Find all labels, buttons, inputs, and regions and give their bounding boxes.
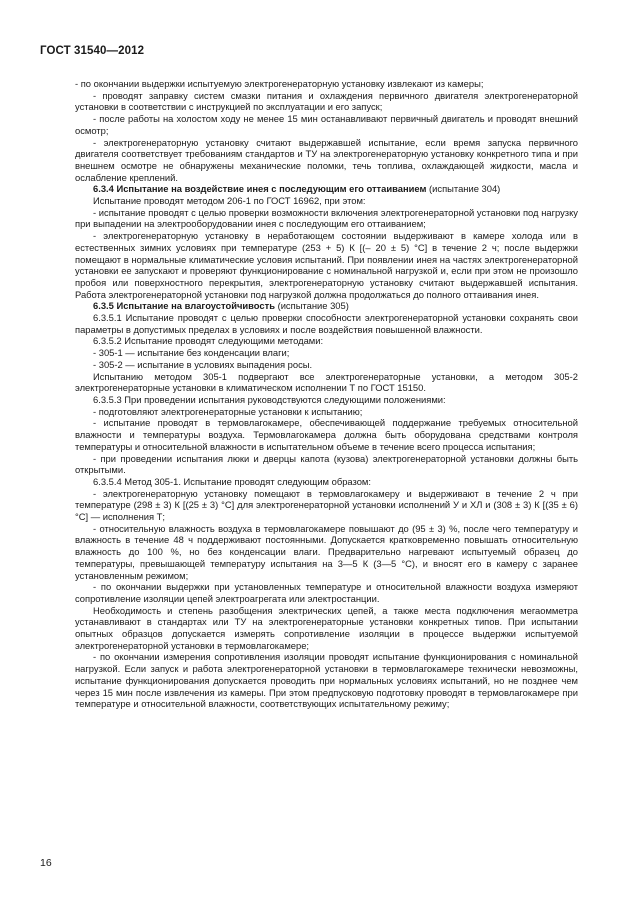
paragraph: 6.3.5.2 Испытание проводят следующими методами: — [93, 335, 324, 347]
section-heading-6-3-5 — [75, 300, 578, 312]
paragraph: - относительную влажность воздуха в термовлагокамере повышают до (95 ± 3) %, после чего температуру и влажность в течение 48 ч поддерживают постоянными. Допускается кратковременно повышать относительную влажность до 100 %, но без конденсации влаги. Предварительно нагревают испытуемый образец до температуры, превышающей температуру испытания на 3—5 К (3—5 °С), и вносят его в камеру с заранее установленным режимом; — [75, 522, 578, 581]
paragraph: 6.3.5.4 Метод 305-1. Испытание проводят следующим образом: — [93, 475, 371, 487]
paragraph: - по окончании выдержки при установленных температуре и относительной влажности воздуха измеряют сопротивление изоляции цепей электроагрегата или электростанции. — [75, 581, 578, 604]
paragraph: - 305-2 — испытание в условиях выпадения росы. — [93, 358, 313, 370]
paragraph: Испытание проводят методом 206-1 по ГОСТ 16962, при этом: — [93, 195, 366, 207]
paragraph: - 305-1 — испытание без конденсации влаги; — [93, 347, 290, 359]
section-heading-6-3-4 — [75, 183, 578, 195]
paragraph: - испытание проводят в термовлагокамере, обеспечивающей поддержание требуемых относительной влажности и температуры воздуха. Термовлагокамера должна быть оборудована средствами контроля температуры и относительной влажности в испытательном объеме в течение всего процесса испытания; — [75, 417, 578, 452]
section-suffix: (испытание 304) — [426, 183, 501, 195]
paragraph: - электрогенераторную установку считают выдержавшей испытание, если время запуска первичного двигателя соответствует требованиям стандартов и ТУ на электрогенераторную установку конкретного типа и при внешнем осмотре не обнаружены механические поломки, течь топлива, охлаждающей жидкости, масла и ослабление креплений. — [75, 136, 578, 183]
paragraph: - испытание проводят с целью проверки возможности включения электрогенераторной установки под нагрузку при выпадении на электрооборудовании инея с последующим его оттаиванием; — [75, 206, 578, 230]
paragraph: - по окончании измерения сопротивления изоляции проводят испытание функционирования с номинальной нагрузкой. Если запуск и работа электрогенераторной установки в термовлагокамере технически невозможны, испытание функционирования допускается проводить при нормальных условиях испытаний, но не позднее чем через 15 мин после извлечения из камеры. При этом предпусковую подготовку проводят в термовлагокамере при температуре и относительной влажности, соответствующих испытательному режиму; — [75, 651, 578, 710]
document-header: ГОСТ 31540—2012 — [40, 45, 145, 57]
section-suffix: (испытание 305) — [274, 300, 349, 312]
paragraph: - после работы на холостом ходу не менее 15 мин останавливают первичный двигатель и проводят внешний осмотр; — [75, 113, 578, 136]
section-title: 6.3.4 Испытание на воздействие инея с последующим его оттаиванием — [93, 183, 427, 195]
paragraph: - электрогенераторную установку помещают в термовлагокамеру и выдерживают в течение 2 ч при температуре (298 ± 3) К [(25 ± 3) °С] для электрогенераторной установки исполнений У и ХЛ и (308 ± 3) К [(35 ± 6) °С] — исполнения Т; — [75, 487, 578, 523]
document-body — [75, 78, 578, 710]
paragraph: 6.3.5.3 При проведении испытания руководствуются следующими положениями: — [93, 393, 446, 405]
paragraph: - подготовляют электрогенераторные установки к испытанию; — [93, 405, 363, 417]
paragraph: Испытанию методом 305-1 подвергают все электрогенераторные установки, а методом 305-2 электрогенераторные установки в климатическом исполнении Т по ГОСТ 15150. — [75, 370, 578, 394]
paragraph: 6.3.5.1 Испытание проводят с целью проверки способности электрогенераторной установки сохранять свои параметры в допустимых пределах в условиях и после воздействия повышенной влажности. — [75, 312, 578, 335]
paragraph: Необходимость и степень разобщения электрических цепей, а также места подключения мегаомметра устанавливают в стандартах или ТУ на электрогенераторные установки конкретных типов. При испытании опытных образцов допускается измерять сопротивление изоляции в процессе выдержки испытуемой электрогенераторной установки в термовлагокамере; — [75, 604, 578, 651]
paragraph: - проводят заправку систем смазки питания и охлаждения первичного двигателя электрогенераторной установки в соответствии с инструкцией по эксплуатации и его запуск; — [75, 89, 578, 113]
paragraph: - электрогенераторную установку в неработающем состоянии выдерживают в камере холода или в естественных зимних условиях при температуре (253 + 5) К [(– 20 ± 5) °С] в течение 2 ч; после выдержки помещают в нормальные климатические условия испытаний. При появлении инея на частях электрогенераторной установки ее запускают и проверяют функционирование с номинальной нагрузкой и, если при этом не произошло пробоя или поверхностного перекрытия, электрогенераторную установку считают выдержавшей испытания. Работа электрогенераторной установки под нагрузкой должна продолжаться до полного оттаивания инея. — [75, 230, 578, 300]
section-title: 6.3.5 Испытание на влагоустойчивость — [93, 300, 275, 312]
paragraph: - по окончании выдержки испытуемую электрогенераторную установку извлекают из камеры; — [75, 78, 484, 89]
page-number: 16 — [40, 857, 52, 869]
paragraph: - при проведении испытания люки и дверцы капота (кузова) электрогенераторной установки должны быть открытыми. — [75, 452, 578, 476]
